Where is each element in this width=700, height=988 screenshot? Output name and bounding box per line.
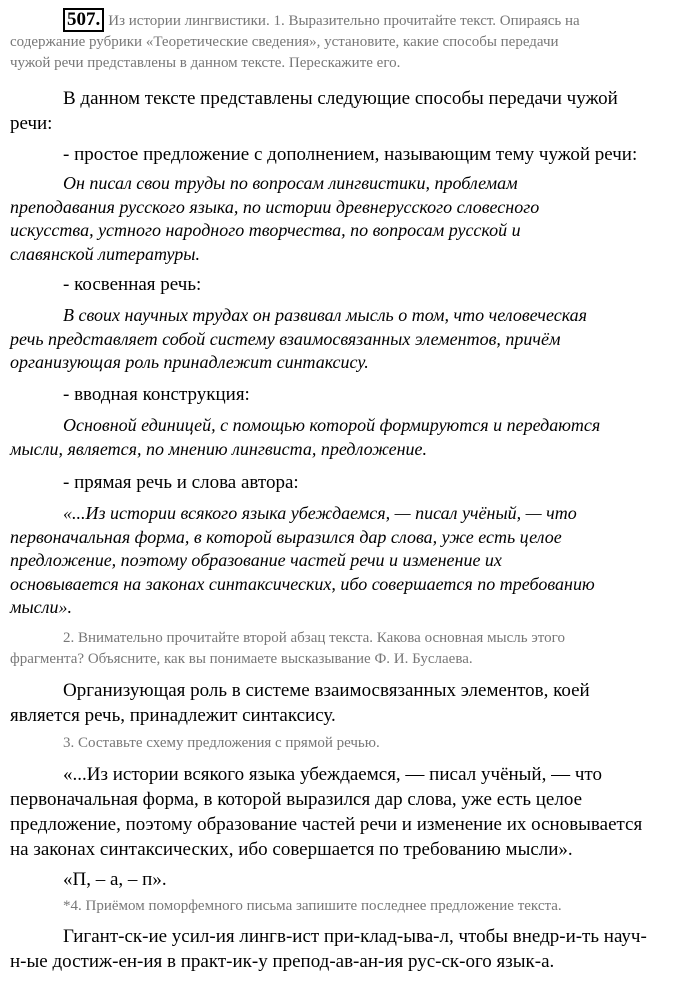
text-line: предложение, поэтому образование частей речи и изменение их xyxy=(10,550,502,570)
method-example xyxy=(10,172,690,266)
method-label xyxy=(10,470,690,495)
method-label xyxy=(10,272,690,297)
text-line: В данном тексте представлены следующие способы передачи чужой xyxy=(63,88,618,109)
task-text-line: фрагмента? Объясните, как вы понимаете высказывание Ф. И. Буслаева. xyxy=(10,651,473,667)
text-line: на законах синтаксических, ибо совершается по требованию мысли». xyxy=(10,839,573,860)
task-text-line: чужой речи представлены в данном тексте. Перескажите его. xyxy=(10,55,401,71)
text-line: Организующая роль в системе взаимосвязанных элементов, коей xyxy=(63,680,590,701)
exercise-number: 507. xyxy=(63,8,104,32)
exercise-task-3 xyxy=(10,733,690,754)
text-line: предложение, поэтому образование частей речи и изменение их основывается xyxy=(10,814,643,835)
text-line: является речь, принадлежит синтаксису. xyxy=(10,705,336,726)
text-line: речи: xyxy=(10,113,53,134)
text-line: организующая роль принадлежит синтаксису. xyxy=(10,352,369,372)
text-line: «П, – а, – п». xyxy=(63,869,167,890)
exercise-task-1 xyxy=(10,8,690,74)
text-line: н-ые достиж-ен-ия в практ-ик-у препод-ав-ан-ия рус-ск-ого язык-а. xyxy=(10,951,555,972)
method-label xyxy=(10,382,690,407)
text-line: речь представляет собой систему взаимосвязанных элементов, причём xyxy=(10,328,561,349)
text-line: «...Из истории всякого языка убеждаемся, — писал учёный, — что xyxy=(63,764,602,785)
answer-1-intro xyxy=(10,86,690,136)
answer-2 xyxy=(10,678,690,728)
answer-4 xyxy=(10,924,690,974)
text-line: - простое предложение с дополнением, называющим тему чужой речи: xyxy=(63,144,638,165)
text-line: - косвенная речь: xyxy=(63,274,202,295)
text-line: В своих научных трудах он развивал мысль о том, что человеческая xyxy=(63,305,588,325)
sentence-scheme xyxy=(10,867,690,892)
text-line: первоначальная форма, в которой выразился дар слова, уже есть целое xyxy=(10,789,583,810)
method-example xyxy=(10,414,690,461)
text-line: основывается на законах синтаксических, ибо совершается по требованию xyxy=(10,573,595,594)
text-line: «...Из истории всякого языка убеждаемся, — писал учёный, — что xyxy=(63,503,577,523)
answer-3 xyxy=(10,762,690,862)
method-example xyxy=(10,304,690,375)
text-line: мысли, является, по мнению лингвиста, предложение. xyxy=(10,438,428,459)
text-line: - прямая речь и слова автора: xyxy=(63,472,299,493)
task-text-line: 2. Внимательно прочитайте второй абзац текста. Какова основная мысль этого xyxy=(63,630,565,646)
task-text-line: Из истории лингвистики. 1. Выразительно прочитайте текст. Опираясь на xyxy=(108,13,580,29)
text-line: Он писал свои труды по вопросам лингвистики, проблемам xyxy=(63,173,518,193)
text-line: мысли». xyxy=(10,597,73,617)
text-line: славянской литературы. xyxy=(10,243,200,264)
task-text-line: содержание рубрики «Теоретические сведения», установите, какие способы передачи xyxy=(10,34,559,50)
text-line: Основной единицей, с помощью которой формируются и передаются xyxy=(63,415,601,435)
text-line: первоначальная форма, в которой выразился дар слова, уже есть целое xyxy=(10,526,562,547)
exercise-task-2 xyxy=(10,628,690,670)
exercise-task-4 xyxy=(10,896,690,917)
task-text-line: *4. Приёмом поморфемного письма запишите последнее предложение текста. xyxy=(63,898,562,914)
method-example xyxy=(10,502,690,620)
text-line: - вводная конструкция: xyxy=(63,384,250,405)
method-label xyxy=(10,142,690,167)
task-text-line: 3. Составьте схему предложения с прямой речью. xyxy=(63,735,380,751)
text-line: искусства, устного народного творчества, по вопросам русской и xyxy=(10,220,521,240)
text-line: преподавания русского языка, по истории древнерусского словесного xyxy=(10,196,540,217)
text-line: Гигант-ск-ие усил-ия лингв-ист при-клад-ыва-л, чтобы внедр-и-ть науч- xyxy=(63,926,647,947)
